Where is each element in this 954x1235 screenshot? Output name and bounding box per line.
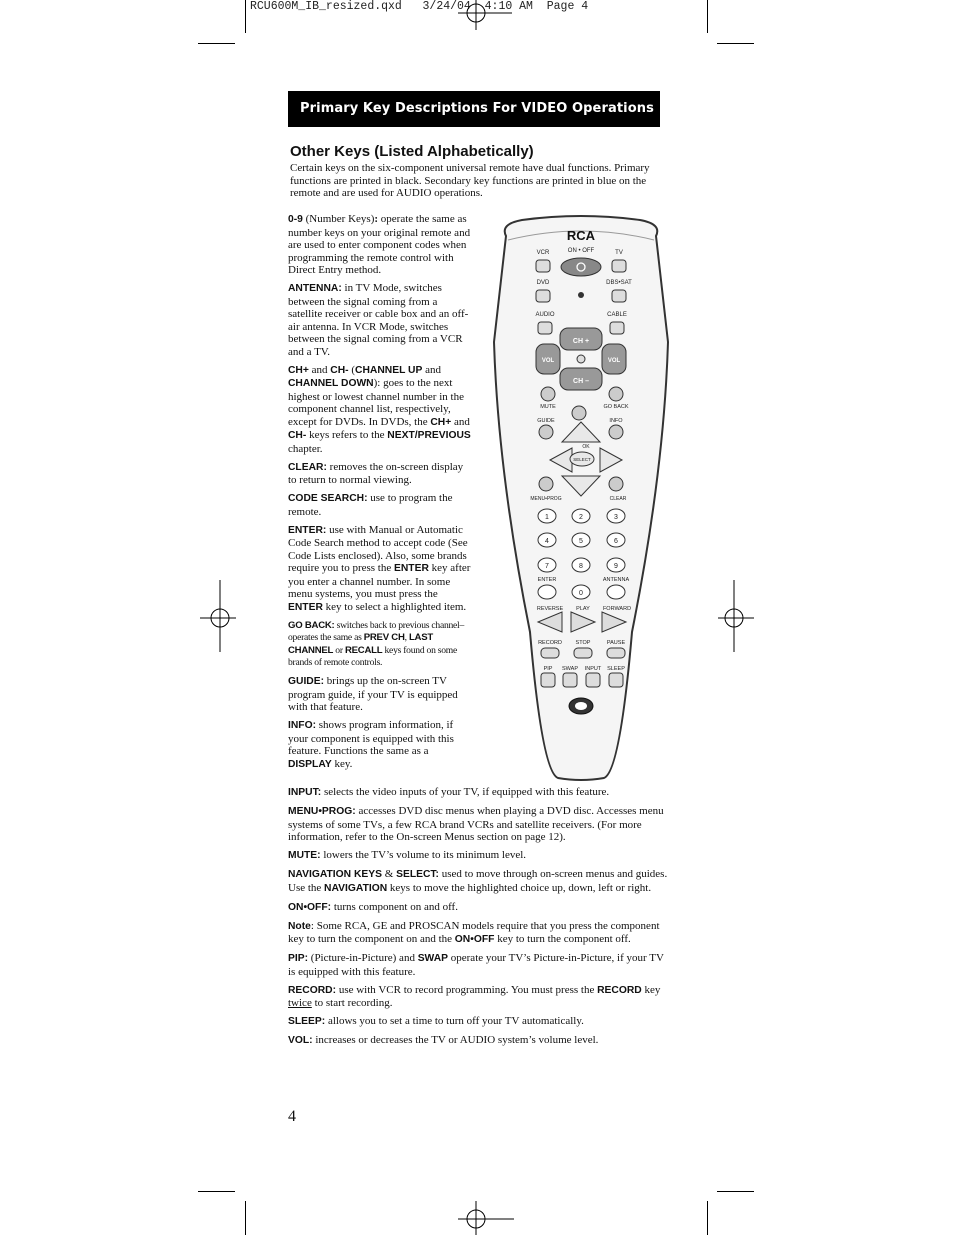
desc-text: (Number Keys): [302, 213, 375, 225]
label-vol-left: VOL: [541, 358, 555, 364]
desc-text: key after you enter a channel number. In some menu systems, you must press the: [288, 562, 471, 600]
label-vcr: VCR: [536, 250, 550, 256]
pause-button[interactable]: [607, 648, 625, 658]
desc-text: use with Manual or Automatic Code Search method to accept code (See Code Lists enclosed). Also, some brands require you to press the: [288, 523, 468, 574]
desc-text: operate the same as number keys on your original remote and are used to enter component codes when programming the remote control with Direct Entry method.: [288, 213, 471, 276]
key-term: CH-: [330, 364, 349, 376]
key-term: ANTENNA:: [288, 283, 342, 294]
crop-mark: [707, 0, 708, 33]
digit-5-label: 5: [579, 538, 583, 545]
desc-enter: [288, 524, 474, 615]
desc-text: key: [641, 983, 661, 996]
key-term: GUIDE:: [288, 676, 325, 687]
desc-menu-prog: [288, 805, 668, 844]
label-go-back: GO BACK: [603, 404, 629, 410]
guide-button[interactable]: [539, 425, 553, 439]
info-button[interactable]: [609, 425, 623, 439]
key-term: ENTER: [288, 601, 323, 613]
key-term: SELECT:: [396, 869, 439, 880]
desc-text: or: [333, 644, 345, 656]
digit-4-label: 4: [545, 538, 549, 545]
registration-mark-icon: [718, 580, 754, 652]
crop-mark: [717, 1191, 754, 1192]
desc-text: keys found on some brands of remote controls.: [288, 644, 458, 668]
label-clear: CLEAR: [609, 496, 627, 502]
digit-3-label: 3: [614, 514, 618, 521]
label-dvd: DVD: [536, 280, 550, 286]
desc-note: [288, 920, 668, 947]
desc-text: shows program information, if your component is equipped with this feature. Functions the same as a: [288, 719, 454, 757]
desc-text: in TV Mode, switches between the signal coming from a satellite receiver or cable box and an off-air antenna. In VCR Mode, switches between the signal coming from a VCR and a TV.: [288, 282, 469, 358]
label-cable: CABLE: [607, 312, 627, 318]
label-reverse: REVERSE: [536, 606, 564, 612]
desc-text: accesses DVD disc menus when playing a DVD disc. Accesses menu systems of some TVs, a few RCA brand VCRs and satellite receivers. (For more information, refer to the On-screen Menus section on page 12).: [288, 805, 664, 843]
dbs-sat-button[interactable]: [612, 290, 626, 302]
key-term: NAVIGATION: [324, 882, 388, 894]
desc-pip: [288, 952, 668, 978]
vcr-button[interactable]: [536, 260, 550, 272]
go-back-button[interactable]: [609, 387, 623, 401]
desc-text: keys to move the highlighted choice up, down, left or right.: [387, 881, 652, 894]
desc-text: and: [451, 415, 470, 428]
audio-button[interactable]: [538, 322, 552, 334]
stop-button[interactable]: [574, 648, 592, 658]
key-term: DISPLAY: [288, 758, 332, 770]
record-button[interactable]: [541, 648, 559, 658]
key-term: CODE SEARCH:: [288, 493, 368, 504]
key-term: GO BACK:: [288, 619, 335, 631]
remote-control-illustration: [492, 212, 670, 782]
desc-text: operate your TV’s Picture-in-Picture, if your TV is equipped with this feature.: [288, 952, 664, 978]
desc-text: ): goes to the next highest or lowest channel number in the component channel list, respectively, except for DVDs. In DVDs, the: [288, 377, 464, 428]
desc-text: (: [348, 363, 356, 376]
desc-text: key to select a highlighted item.: [322, 600, 467, 613]
desc-text: keys refers to the: [306, 429, 388, 441]
menu-prog-button[interactable]: [539, 477, 553, 491]
desc-text: (Picture-in-Picture) and: [308, 952, 418, 964]
key-term: ENTER: [394, 563, 429, 574]
label-enter: ENTER: [537, 577, 557, 583]
key-term: RECALL: [344, 644, 383, 656]
desc-text: selects the video inputs of your TV, if equipped with this feature.: [321, 786, 610, 798]
key-term: ON•OFF: [454, 934, 495, 945]
pip-button[interactable]: [541, 673, 555, 687]
sleep-button[interactable]: [609, 673, 623, 687]
desc-text: use with VCR to record programming. You must press the: [336, 983, 598, 996]
key-term: RECORD: [597, 984, 642, 996]
key-term: LAST CHANNEL: [288, 632, 433, 656]
desc-vol: [288, 1034, 668, 1048]
label-dbs-sat: DBS•SAT: [606, 280, 632, 286]
key-term: CLEAR:: [288, 461, 327, 473]
key-term: INPUT:: [288, 787, 322, 798]
printer-slug: RCU600M_IB_resized.qxd 3/24/04 4:10 AM Page 4: [250, 0, 589, 13]
registration-mark-icon: [200, 580, 236, 652]
label-ch-plus: CH +: [572, 338, 590, 345]
label-select: SELECT: [573, 457, 591, 462]
digit-7-label: 7: [545, 563, 549, 570]
label-forward: FORWARD: [602, 606, 632, 612]
desc-text: key to turn the component off.: [494, 933, 631, 945]
desc-sleep: [288, 1015, 668, 1029]
digit-6-label: 6: [614, 538, 618, 545]
dvd-button[interactable]: [536, 290, 550, 302]
desc-number-keys: [288, 213, 474, 277]
crop-mark: [245, 1201, 246, 1235]
label-info: INFO: [609, 418, 623, 424]
digit-9-label: 9: [614, 563, 618, 570]
crop-mark: [198, 1191, 235, 1192]
swap-button[interactable]: [563, 673, 577, 687]
desc-text: lowers the TV’s volume to its minimum level.: [320, 849, 527, 861]
registration-mark-icon: [458, 1201, 514, 1235]
desc-text: removes the on-screen display to return to normal viewing.: [288, 460, 464, 486]
key-term: MUTE:: [288, 850, 321, 861]
desc-input: [288, 786, 668, 800]
key-term: SWAP: [417, 953, 449, 964]
desc-text: use to program the remote.: [288, 492, 453, 518]
desc-text: increases or decreases the TV or AUDIO system’s volume level.: [312, 1034, 599, 1046]
power-button[interactable]: [561, 258, 601, 276]
crop-mark: [707, 1201, 708, 1235]
tv-button[interactable]: [612, 260, 626, 272]
key-term: RECORD:: [288, 984, 337, 996]
key-term: INFO:: [288, 720, 317, 731]
key-term: NEXT/PREVIOUS: [387, 430, 471, 441]
remote-brand-logo: RCA: [566, 228, 596, 243]
label-pip: PIP: [543, 666, 553, 672]
registration-mark-icon: [458, 0, 512, 30]
label-stop: STOP: [575, 640, 591, 646]
label-pause: PAUSE: [606, 640, 626, 646]
crop-mark: [245, 0, 246, 33]
label-guide: GUIDE: [537, 418, 555, 424]
label-record: RECORD: [538, 640, 562, 646]
center-dot: [577, 355, 585, 363]
digit-8-label: 8: [579, 563, 583, 570]
key-descriptions-narrow: [288, 213, 474, 777]
desc-go-back: [288, 620, 474, 670]
desc-text: and: [308, 363, 331, 376]
desc-text: chapter.: [288, 442, 323, 455]
key-term: CH+: [430, 416, 452, 428]
key-term: VOL:: [288, 1035, 313, 1046]
remote-body: [494, 216, 668, 780]
crop-mark: [198, 43, 235, 44]
label-antenna: ANTENNA: [602, 577, 630, 583]
key-term: MENU•PROG:: [288, 806, 356, 817]
desc-text: switches back to previous channel– operates the same as: [288, 619, 465, 643]
dog-icon: [575, 702, 587, 710]
section-banner: Primary Key Descriptions For VIDEO Operations: [288, 91, 660, 127]
desc-text: used to move through on-screen menus and guides. Use the: [288, 868, 668, 894]
key-term: CH-: [288, 430, 307, 441]
desc-navigation: [288, 868, 668, 895]
key-term: CHANNEL DOWN: [288, 378, 374, 389]
key-term: ON•OFF:: [288, 901, 332, 913]
desc-text: turns component on and off.: [331, 900, 458, 913]
nav-s-button[interactable]: [572, 406, 586, 420]
desc-info: [288, 719, 474, 771]
desc-code-search: [288, 492, 474, 518]
cable-button[interactable]: [610, 322, 624, 334]
clear-button[interactable]: [609, 477, 623, 491]
desc-on-off: [288, 901, 668, 915]
desc-antenna: [288, 282, 474, 358]
mute-button[interactable]: [541, 387, 555, 401]
key-term: NAVIGATION KEYS: [288, 869, 383, 880]
crop-mark: [717, 43, 754, 44]
key-term: CH+: [288, 364, 309, 376]
label-sleep: SLEEP: [607, 666, 625, 672]
label-ok: OK: [582, 444, 590, 450]
label-play: PLAY: [576, 606, 590, 612]
desc-channel: [288, 364, 474, 456]
label-tv: TV: [615, 250, 623, 256]
digit-1-label: 1: [545, 514, 549, 521]
desc-guide: [288, 675, 474, 714]
desc-text: twice: [288, 997, 312, 1009]
label-input: INPUT: [584, 666, 602, 672]
key-term: ENTER:: [288, 524, 327, 536]
key-descriptions-wide: [288, 786, 668, 1053]
key-term: SLEEP:: [288, 1016, 326, 1027]
page-number: 4: [288, 1108, 296, 1125]
digit-0-label: 0: [579, 590, 583, 597]
label-on-off: ON • OFF: [567, 248, 595, 254]
key-term: 0-9: [288, 214, 303, 225]
desc-text: to start recording.: [311, 997, 393, 1009]
desc-text: :: [374, 213, 379, 225]
key-term: PIP:: [288, 953, 309, 964]
section-heading: Other Keys (Listed Alphabetically): [290, 143, 534, 160]
desc-text: ,: [404, 632, 409, 643]
desc-text: &: [382, 868, 397, 880]
indicator-light: [578, 292, 584, 298]
desc-text: allows you to set a time to turn off your TV automatically.: [325, 1015, 584, 1027]
label-menu-prog: MENU•PROG: [530, 496, 562, 502]
label-mute: MUTE: [540, 404, 556, 410]
digit-2-label: 2: [579, 514, 583, 521]
label-swap: SWAP: [562, 666, 578, 672]
desc-text: brings up the on-screen TV program guide, if your TV is equipped with that feature.: [288, 675, 458, 713]
antenna-button[interactable]: [607, 585, 625, 599]
desc-mute: [288, 849, 668, 863]
label-ch-minus: CH –: [573, 378, 589, 385]
enter-button[interactable]: [538, 585, 556, 599]
desc-text: key.: [331, 757, 353, 770]
key-term: Note: [288, 920, 311, 932]
desc-text: : Some RCA, GE and PROSCAN models require that you press the component key to turn the component on and the: [288, 919, 660, 945]
label-vol-right: VOL: [607, 358, 621, 364]
desc-clear: [288, 461, 474, 487]
desc-text: and: [422, 363, 441, 376]
key-term: CHANNEL UP: [355, 364, 423, 376]
input-button[interactable]: [586, 673, 600, 687]
key-term: PREV CH: [363, 632, 405, 643]
intro-paragraph: Certain keys on the six-component universal remote have dual functions. Primary functions are printed in black. Secondary key functions are printed in blue on the remote and are used for AUDIO operations.: [290, 162, 650, 200]
desc-record: [288, 984, 668, 1010]
label-audio: AUDIO: [535, 312, 555, 318]
